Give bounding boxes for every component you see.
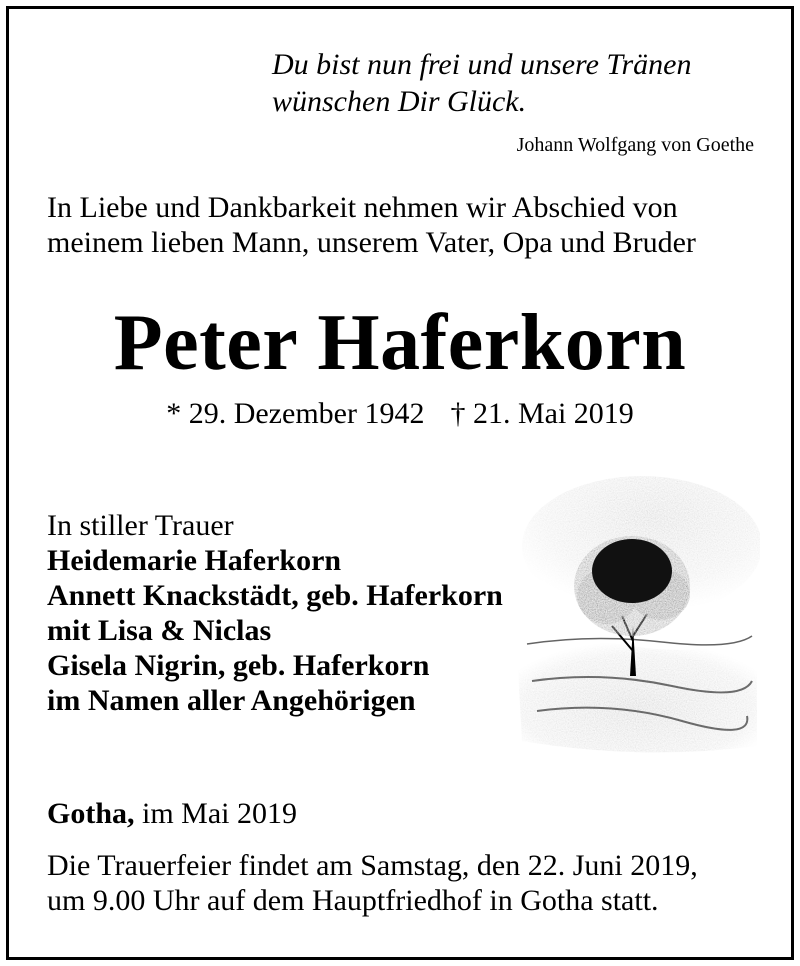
- quote-line-1: Du bist nun frei und unsere Tränen: [272, 48, 692, 81]
- tree-landscape-illustration: [512, 476, 760, 756]
- intro-line-2: meinem lieben Mann, unserem Vater, Opa und Bruder: [47, 226, 696, 259]
- place-date: [47, 796, 297, 831]
- quote-author: Johann Wolfgang von Goethe: [516, 134, 754, 156]
- ceremony-line-2: um 9.00 Uhr auf dem Hauptfriedhof in Gotha statt.: [47, 884, 659, 917]
- mourner-name: Annett Knackstädt, geb. Haferkorn: [47, 579, 503, 612]
- mourner-name: Gisela Nigrin, geb. Haferkorn: [47, 649, 430, 682]
- ceremony-line-1: Die Trauerfeier findet am Samstag, den 22. Juni 2019,: [47, 849, 698, 882]
- life-dates: [0, 396, 800, 432]
- deceased-name: Peter Haferkorn: [113, 299, 687, 387]
- mourners-heading: In stiller Trauer: [47, 509, 234, 542]
- quote: [272, 46, 691, 120]
- birth-date: * 29. Dezember 1942: [166, 397, 425, 430]
- mourner-name: Heidemarie Haferkorn: [47, 544, 342, 577]
- place-month: im Mai 2019: [134, 797, 298, 830]
- mourners-block: [47, 508, 503, 718]
- quote-line-2: wünschen Dir Glück.: [272, 85, 527, 118]
- intro-line-1: In Liebe und Dankbarkeit nehmen wir Abschied von: [47, 191, 678, 224]
- mourner-name: mit Lisa & Niclas: [47, 614, 272, 647]
- mourner-name: im Namen aller Angehörigen: [47, 684, 416, 717]
- place-city: Gotha,: [47, 797, 135, 830]
- death-date: † 21. Mai 2019: [450, 397, 634, 430]
- ceremony-text: [47, 848, 698, 918]
- intro-text: [47, 190, 696, 260]
